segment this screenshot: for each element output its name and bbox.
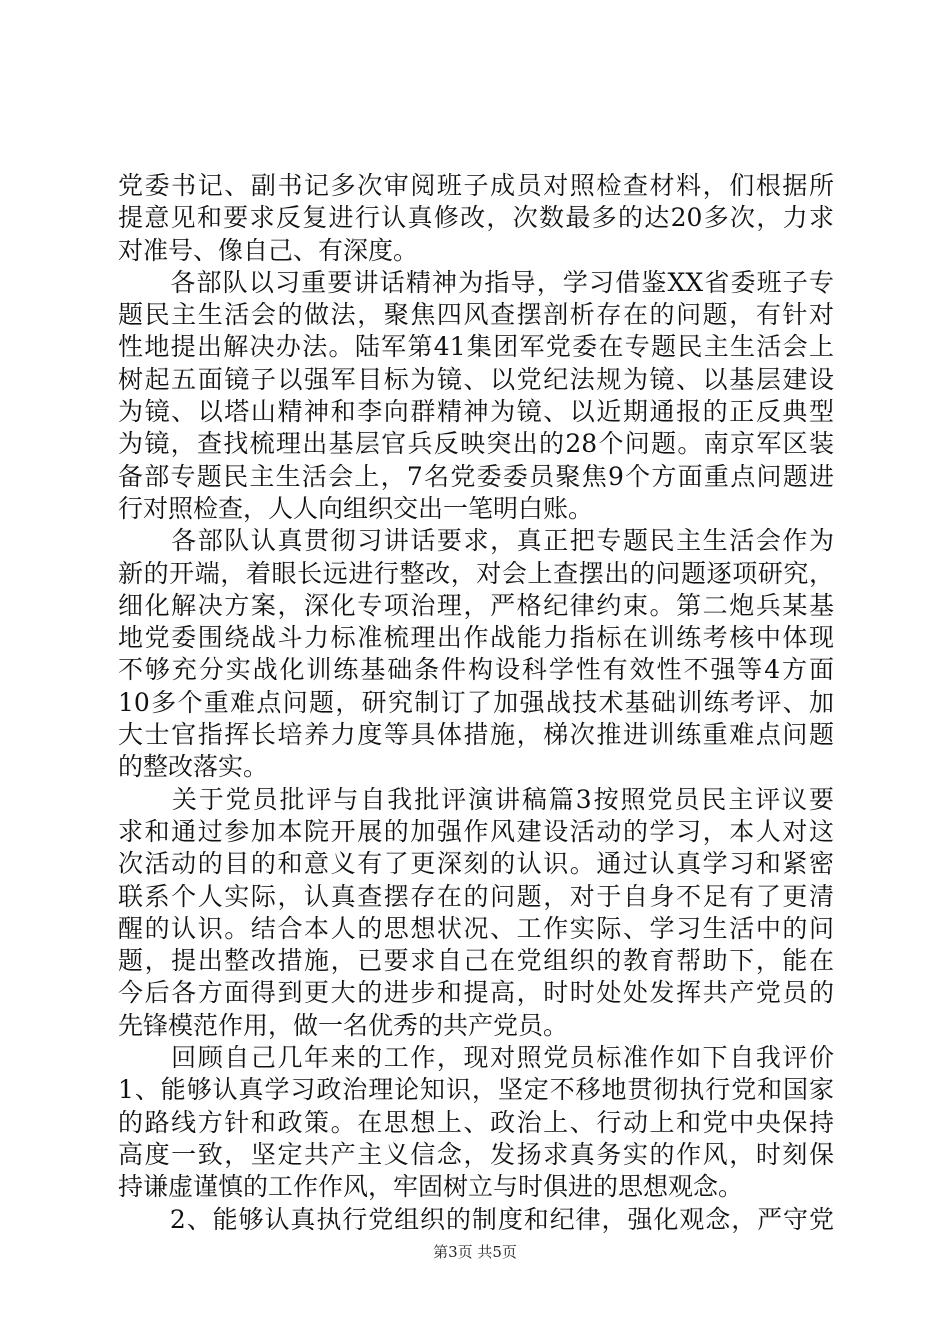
text-line: 题，提出整改措施，已要求自己在党组织的教育帮助下，能在 <box>118 946 834 976</box>
text-line: 10多个重难点问题，研究制订了加强战技术基础训练考评、加 <box>118 687 834 717</box>
text-line: 的路线方针和政策。在思想上、政治上、行动上和党中央保持 <box>118 1107 834 1137</box>
text-line: 不够充分实战化训练基础条件构设科学性有效性不强等4方面 <box>118 655 834 685</box>
text-line: 对准号、像自己、有深度。 <box>118 235 419 265</box>
text-line: 求和通过参加本院开展的加强作风建设活动的学习，本人对这 <box>118 816 834 846</box>
text-line: 提意见和要求反复进行认真修改，次数最多的达20多次，力求 <box>118 203 834 233</box>
text-line: 党委书记、副书记多次审阅班子成员对照检查材料，们根据所 <box>118 171 834 200</box>
text-line: 次活动的目的和意义有了更深刻的认识。通过认真学习和紧密 <box>118 849 834 879</box>
text-line: 新的开端，着眼长远进行整改，对会上查摆出的问题逐项研究， <box>118 558 834 588</box>
text-line: 树起五面镜子以强军目标为镜、以党纪法规为镜、以基层建设 <box>118 364 834 394</box>
text-line: 性地提出解决办法。陆军第41集团军党委在专题民主生活会上 <box>118 332 834 362</box>
text-line: 地党委围绕战斗力标准梳理出作战能力指标在训练考核中体现 <box>118 623 834 653</box>
text-line: 大士官指挥长培养力度等具体措施，梯次推进训练重难点问题 <box>118 720 834 750</box>
text-line: 细化解决方案，深化专项治理，严格纪律约束。第二炮兵某基 <box>118 590 834 620</box>
text-line: 今后各方面得到更大的进步和提高，时时处处发挥共产党员的 <box>118 978 834 1008</box>
text-line: 题民主生活会的做法，聚焦四风查摆剖析存在的问题，有针对 <box>118 300 834 330</box>
text-line: 醒的认识。结合本人的思想状况、工作实际、学习生活中的问 <box>118 913 834 943</box>
text-line: 持谦虚谨慎的工作作风，牢固树立与时俱进的思想观念。 <box>118 1172 744 1202</box>
text-line: 各部队认真贯彻习讲话要求，真正把专题民主生活会作为 <box>118 526 834 556</box>
text-line: 高度一致，坚定共产主义信念，发扬求真务实的作风，时刻保 <box>118 1139 834 1169</box>
text-line: 备部专题民主生活会上，7名党委委员聚焦9个方面重点问题进 <box>118 461 834 491</box>
text-line: 行对照检查，人人向组织交出一笔明白账。 <box>118 493 594 523</box>
text-line: 为镜，查找梳理出基层官兵反映突出的28个问题。南京军区装 <box>118 429 834 459</box>
text-line: 2、能够认真执行党组织的制度和纪律，强化观念，严守党 <box>118 1204 834 1234</box>
text-line: 先锋模范作用，做一名优秀的共产党员。 <box>118 1010 569 1040</box>
text-line: 为镜、以塔山精神和李向群精神为镜、以近期通报的正反典型 <box>118 397 834 427</box>
text-line: 各部队以习重要讲话精神为指导，学习借鉴XX省委班子专 <box>118 267 834 297</box>
text-line: 回顾自己几年来的工作，现对照党员标准作如下自我评价 <box>118 1043 834 1073</box>
page-footer: 第3页 共5页 <box>433 1243 517 1261</box>
text-line: 联系个人实际，认真查摆存在的问题，对于自身不足有了更清 <box>118 881 834 911</box>
text-line: 1、能够认真学习政治理论知识，坚定不移地贯彻执行党和国家 <box>118 1075 834 1105</box>
text-line: 关于党员批评与自我批评演讲稿篇3按照党员民主评议要 <box>118 784 834 814</box>
document-body <box>118 170 834 1236</box>
text-line: 的整改落实。 <box>118 752 269 782</box>
